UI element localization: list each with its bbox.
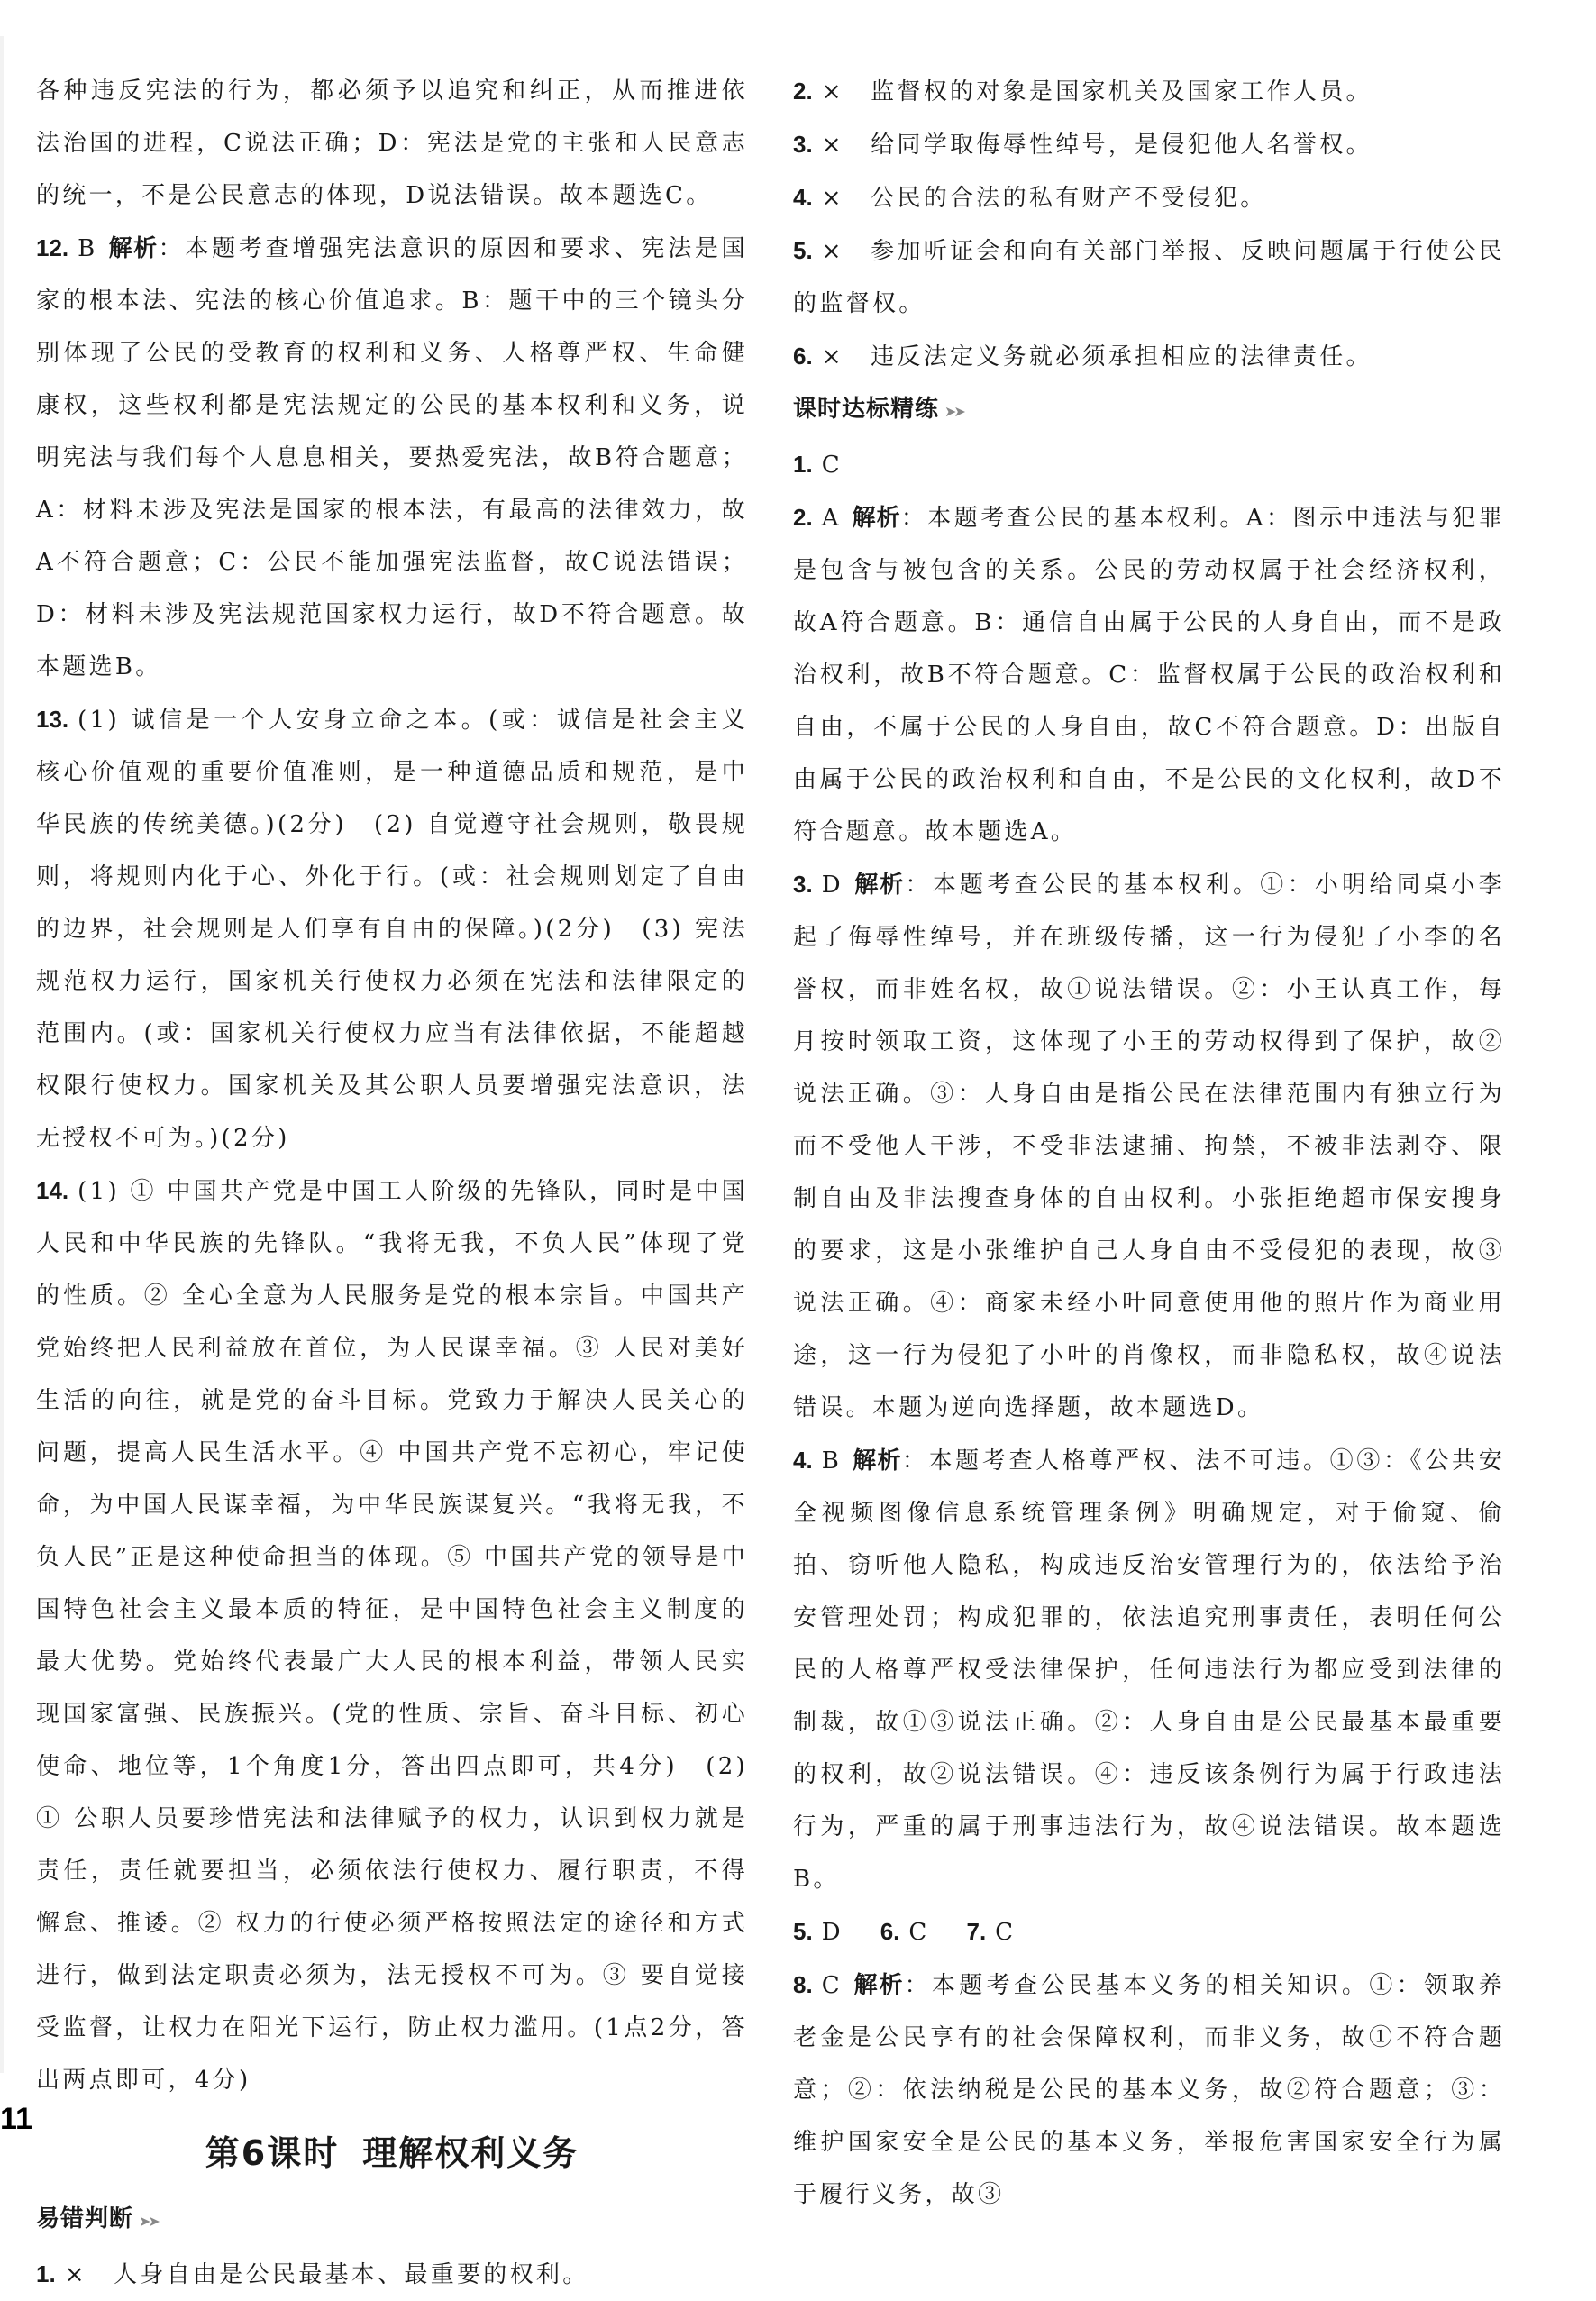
lesson-title: 理解权利义务: [362, 2133, 579, 2173]
analysis-text: ：本题考查公民的基本权利。A：图示中违法与犯罪是包含与被包含的关系。公民的劳动权属于社会经济权利，故A符合题意。B：通信自由属于公民的人身自由，而不是政治权利，故B不符合题意。C：监督权属于公民的政治权利和自由，不属于公民的人身自由，故C不符合题意。D：出版自由属于公民的政治权利和自由，不是公民的文化权利，故D不符合题意。故本题选A。: [793, 505, 1505, 845]
analysis-text: ：本题考查增强宪法意识的原因和要求、宪法是国家的根本法、宪法的核心价值追求。B：题干中的三个镜头分别体现了公民的受教育的权利和义务、人格尊严权、生命健康权，这些权利都是宪法规定的公民的基本权利和义务，说明宪法与我们每个人息息相关，要热爱宪法，故B符合题意；A：材料未涉及宪法是国家的根本法，有最高的法律效力，故A不符合题意；C：公民不能加强宪法监督，故C说法错误；D：材料未涉及宪法规范国家权力运行，故D不符合题意。故本题选B。: [36, 235, 748, 680]
answers-5-7: 5. D 6. C 7. C: [793, 1918, 1017, 1946]
item-number: 1.: [36, 2260, 56, 2287]
left-column: [36, 65, 748, 2301]
answer-choice: D: [821, 872, 844, 899]
question-number: 13.: [36, 706, 69, 733]
answer-14: [36, 1164, 748, 2106]
analysis-label: 解析: [852, 505, 901, 532]
cross-mark-icon: ×: [821, 132, 844, 159]
judgment-item-2: 2. × 监督权的对象是国家机关及国家工作人员。: [793, 78, 1373, 105]
analysis-label: 解析: [853, 1972, 905, 1999]
answer-choice: B: [821, 1447, 843, 1475]
binding-margin: [0, 36, 4, 2073]
section-heading-error-judgment: 易错判断 ➤➤: [36, 2205, 158, 2233]
question-number: 14.: [36, 1177, 69, 1204]
answer-13: [36, 693, 748, 1164]
answer-choice: C: [821, 1972, 843, 1999]
item-text: 人身自由是公民最基本、最重要的权利。: [114, 2261, 589, 2288]
answer-choice: C: [821, 452, 843, 479]
analysis-text: ：本题考查公民基本义务的相关知识。①：领取养老金是公民享有的社会保障权利，而非义务，故①不符合题意；②：依法纳税是公民的基本义务，故②符合题意；③：维护国家安全是公民的基本义务，举报危害国家安全行为属于履行义务，故③: [793, 1972, 1505, 2208]
analysis-text: ：本题考查公民的基本权利。①：小明给同桌小李起了侮辱性绰号，并在班级传播，这一行为侵犯了小李的名誉权，而非姓名权，故①说法错误。②：小王认真工作，每月按时领取工资，这体现了小王的劳动权得到了保护，故②说法正确。③：人身自由是指公民在法律范围内有独立行为而不受他人干涉，不受非法逮捕、拘禁，不被非法剥夺、限制自由及非法搜查身体的自由权利。小张拒绝超市保安搜身的要求，这是小张维护自己人身自由不受侵犯的表现，故③说法正确。④：商家未经小叶同意使用他的照片作为商业用途，这一行为侵犯了小叶的肖像权，而非隐私权，故④说法错误。本题为逆向选择题，故本题选D。: [793, 872, 1505, 1421]
analysis-label: 解析: [108, 235, 159, 262]
lesson-number: 第6课时: [205, 2133, 340, 2173]
double-chevron-icon: ➤➤: [944, 403, 963, 420]
cross-mark-icon: ×: [821, 343, 844, 370]
judgment-item-6: 6. × 违反法定义务就必须承担相应的法律责任。: [793, 342, 1373, 370]
question-number: 12.: [36, 234, 69, 261]
cross-mark-icon: ×: [821, 185, 844, 212]
answer-4: 4. B 解析：本题考查人格尊严权、法不可违。①③：《公共安全视频图像信息系统管理条例》明确规定，对于偷窥、偷拍、窃听他人隐私，构成违反治安管理行为的，依法给予治安管理处罚；构成犯罪的，依法追究刑事责任，表明任何公民的人格尊严权受法律保护，任何违法行为都应受到法律的制裁，故①③说法正确。②：人身自由是公民最基本最重要的权利，故②说法错误。④：违反该条例行为属于行政违法行为，严重的属于刑事违法行为，故④说法错误。故本题选B。: [793, 1447, 1505, 1893]
lesson-heading: [36, 2126, 748, 2180]
double-chevron-icon: ➤➤: [139, 2213, 158, 2230]
judgment-item-5: 5. × 参加听证会和向有关部门举报、反映问题属于行使公民的监督权。: [793, 237, 1505, 317]
answer-text: (1) 诚信是一个人安身立命之本。(或：诚信是社会主义核心价值观的重要价值准则，是一种道德品质和规范，是中华民族的传统美德。)(2分) (2) 自觉遵守社会规则，敬畏规则，将规则内化于心、外化于行。(或：社会规则划定了自由的边界，社会规则是人们享有自由的保障。)(2分) (3) 宪法规范权力运行，国家机关行使权力必须在宪法和法律限定的范围内。(或：国家机关行使权力应当有法律依据，不能超越权限行使权力。国家机关及其公职人员要增强宪法意识，法无授权不可为。)(2分): [36, 707, 748, 1152]
analysis-label: 解析: [854, 872, 906, 899]
answer-choice: A: [821, 505, 842, 532]
analysis-label: 解析: [853, 1447, 902, 1475]
answer-1: 1. C: [793, 451, 843, 479]
right-column: [793, 65, 1505, 2221]
answer-8: 8. C 解析：本题考查公民基本义务的相关知识。①：领取养老金是公民享有的社会保障权利，而非义务，故①不符合题意；②：依法纳税是公民的基本义务，故②符合题意；③：维护国家安全是公民的基本义务，举报危害国家安全行为属于履行义务，故③: [793, 1971, 1505, 2208]
judgment-item-3: 3. × 给同学取侮辱性绰号，是侵犯他人名誉权。: [793, 131, 1373, 159]
judgment-item-4: 4. × 公民的合法的私有财产不受侵犯。: [793, 184, 1267, 212]
judgment-item-1: [36, 2248, 748, 2301]
cross-mark-icon: ×: [821, 238, 844, 265]
cross-mark-icon: ×: [64, 2261, 87, 2288]
answer-11-continuation: 各种违反宪法的行为，都必须予以追究和纠正，从而推进依法治国的进程，C说法正确；D：宪法是党的主张和人民意志的统一，不是公民意志的体现，D说法错误。故本题选C。: [36, 78, 748, 209]
page-number: 11: [0, 2102, 32, 2136]
cross-mark-icon: ×: [821, 78, 844, 105]
section-heading-practice: 课时达标精练 ➤➤: [793, 396, 963, 423]
answer-3: 3. D 解析：本题考查公民的基本权利。①：小明给同桌小李起了侮辱性绰号，并在班级传播，这一行为侵犯了小李的名誉权，而非姓名权，故①说法错误。②：小王认真工作，每月按时领取工资，这体现了小王的劳动权得到了保护，故②说法正确。③：人身自由是指公民在法律范围内有独立行为而不受他人干涉，不受非法逮捕、拘禁，不被非法剥夺、限制自由及非法搜查身体的自由权利。小张拒绝超市保安搜身的要求，这是小张维护自己人身自由不受侵犯的表现，故③说法正确。④：商家未经小叶同意使用他的照片作为商业用途，这一行为侵犯了小叶的肖像权，而非隐私权，故④说法错误。本题为逆向选择题，故本题选D。: [793, 871, 1505, 1421]
answer-choice: B: [78, 235, 98, 262]
answer-12: [36, 222, 748, 693]
answer-2: 2. A 解析：本题考查公民的基本权利。A：图示中违法与犯罪是包含与被包含的关系。公民的劳动权属于社会经济权利，故A符合题意。B：通信自由属于公民的人身自由，而不是政治权利，故B不符合题意。C：监督权属于公民的政治权利和自由，不属于公民的人身自由，故C不符合题意。D：出版自由属于公民的政治权利和自由，不是公民的文化权利，故D不符合题意。故本题选A。: [793, 504, 1505, 845]
analysis-text: ：本题考查人格尊严权、法不可违。①③：《公共安全视频图像信息系统管理条例》明确规定，对于偷窥、偷拍、窃听他人隐私，构成违反治安管理行为的，依法给予治安管理处罚；构成犯罪的，依法追究刑事责任，表明任何公民的人格尊严权受法律保护，任何违法行为都应受到法律的制裁，故①③说法正确。②：人身自由是公民最基本最重要的权利，故②说法错误。④：违反该条例行为属于行政违法行为，严重的属于刑事违法行为，故④说法错误。故本题选B。: [793, 1447, 1505, 1893]
answer-text: (1) ① 中国共产党是中国工人阶级的先锋队，同时是中国人民和中华民族的先锋队。“我将无我，不负人民”体现了党的性质。② 全心全意为人民服务是党的根本宗旨。中国共产党始终把人民利益放在首位，为人民谋幸福。③ 人民对美好生活的向往，就是党的奋斗目标。党致力于解决人民关心的问题，提高人民生活水平。④ 中国共产党不忘初心，牢记使命，为中国人民谋幸福，为中华民族谋复兴。“我将无我，不负人民”正是这种使命担当的体现。⑤ 中国共产党的领导是中国特色社会主义最本质的特征，是中国特色社会主义制度的最大优势。党始终代表最广大人民的根本利益，带领人民实现国家富强、民族振兴。(党的性质、宗旨、奋斗目标、初心使命、地位等，1个角度1分，答出四点即可，共4分) (2) ① 公职人员要珍惜宪法和法律赋予的权力，认识到权力就是责任，责任就要担当，必须依法行使权力、履行职责，不得懈怠、推诿。② 权力的行使必须严格按照法定的途径和方式进行，做到法定职责必须为，法无授权不可为。③ 要自觉接受监督，让权力在阳光下运行，防止权力滥用。(1点2分，答出两点即可，4分): [36, 1178, 748, 2094]
